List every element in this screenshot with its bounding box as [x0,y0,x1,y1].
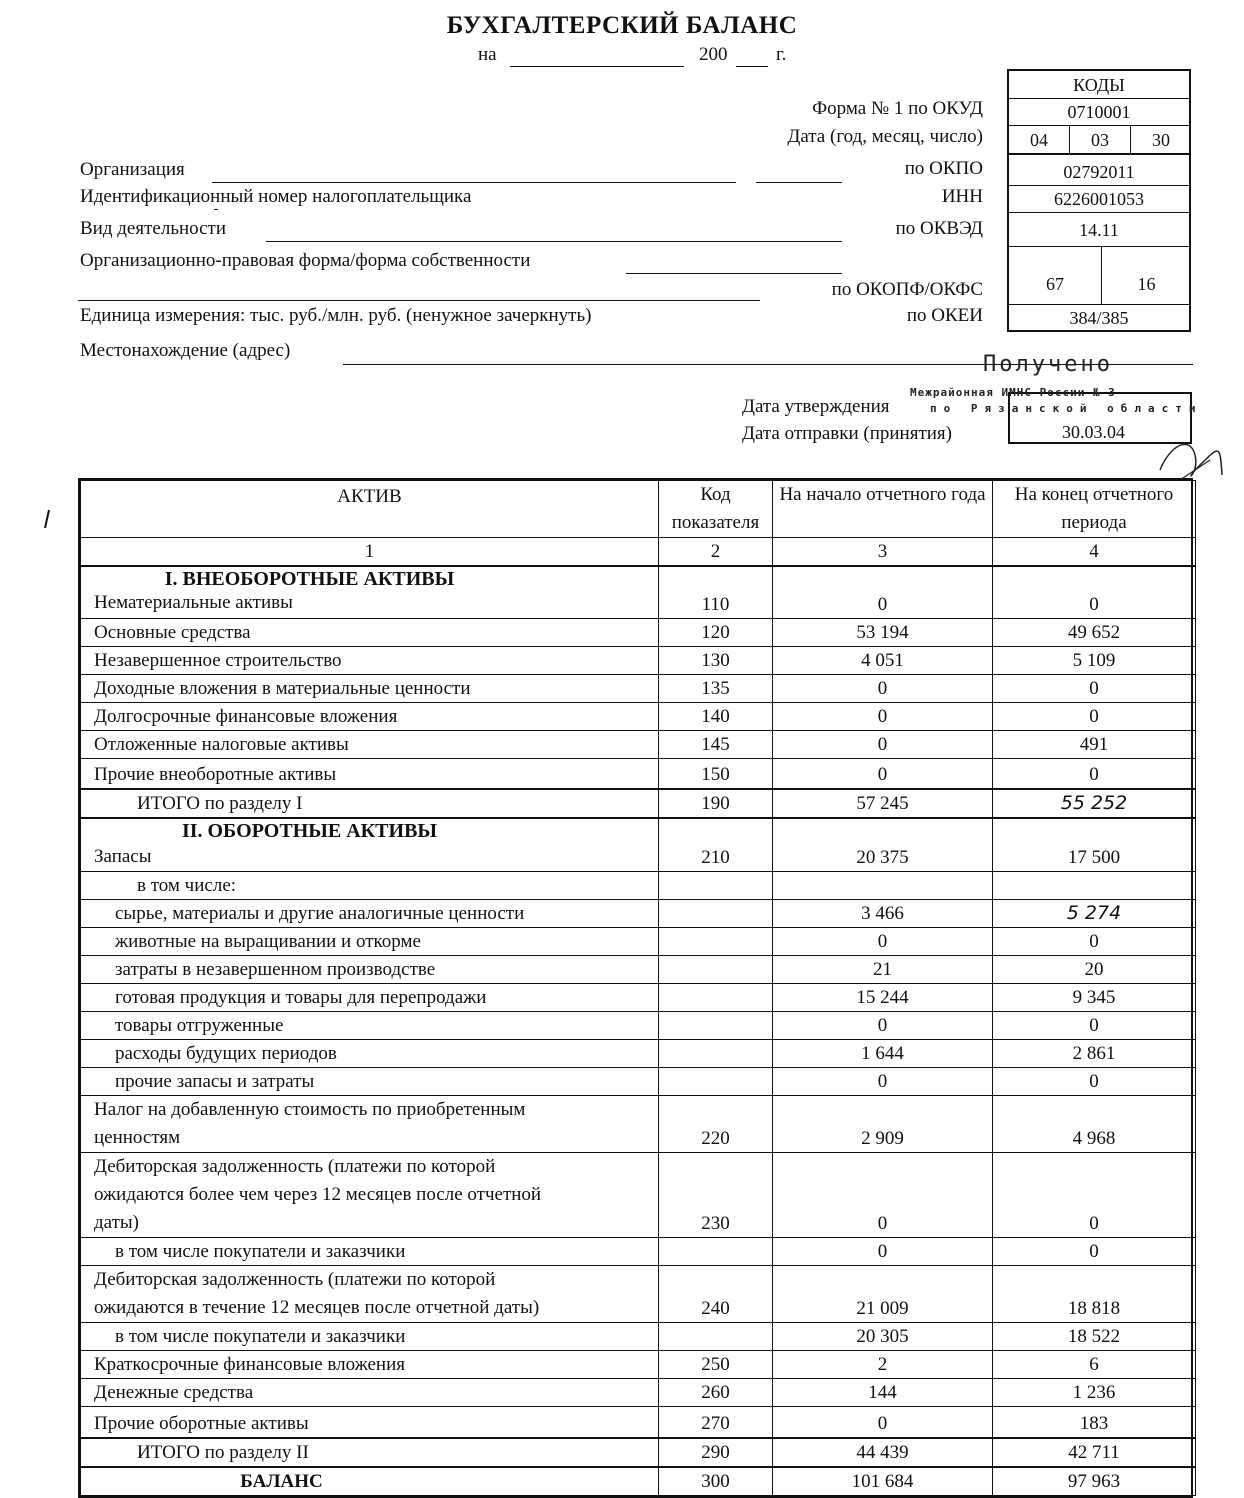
row-end: 18 522 [993,1323,1196,1351]
date-year: 04 [1009,126,1070,153]
row-end: 183 [993,1407,1196,1438]
row-code: 120 [659,618,773,646]
subtotal-label: ИТОГО по разделу II [81,1438,659,1467]
row-name: в том числе: [81,872,659,900]
row-end: 491 [993,730,1196,758]
organization-field-extra[interactable] [756,182,842,183]
row-end: 20 [993,956,1196,984]
row-code [659,1068,773,1096]
row-start: 15 244 [773,984,993,1012]
row-end: 5 109 [993,646,1196,674]
row-name: Отложенные налоговые активы [81,730,659,758]
okei-label: по ОКЕИ [906,305,983,326]
activity-label: Вид деятельности [80,218,227,239]
row-start: 2 909 [773,1096,993,1153]
row-end: 0 [993,674,1196,702]
row-name: затраты в незавершенном производстве [81,956,659,984]
row-end: 97 963 [993,1467,1196,1496]
okpo-label: по ОКПО [904,158,983,179]
row-end: 0 [993,928,1196,956]
row-name: Запасы [94,846,152,867]
row-code: 150 [659,758,773,789]
row-start: 144 [773,1379,993,1407]
okfs-code: 16 [1137,274,1156,294]
row-end: 1 236 [993,1379,1196,1407]
row-end: 9 345 [993,984,1196,1012]
row-end: 2 861 [993,1040,1196,1068]
row-end: 0 [993,566,1196,618]
row-name: в том числе покупатели и заказчики [81,1323,659,1351]
row-end [993,872,1196,900]
row-code [659,1238,773,1266]
row-start: 4 051 [773,646,993,674]
row-start: 2 [773,1351,993,1379]
date-code-row [1009,126,1189,155]
stamp-office-line2: по Рязанской области [930,402,1203,415]
row-name: Краткосрочные финансовые вложения [81,1351,659,1379]
row-name: Долгосрочные финансовые вложения [81,702,659,730]
header-code: Код показателя [659,481,773,538]
row-start: 0 [773,702,993,730]
year-underline[interactable] [736,66,768,67]
okved-label: по ОКВЭД [895,218,983,239]
row-code: 190 [659,789,773,818]
row-code: 130 [659,646,773,674]
codes-box [1007,69,1191,332]
row-end: 5 274 [993,900,1196,928]
row-name: Основные средства [81,618,659,646]
row-start: 0 [773,1012,993,1040]
balance-total-label: БАЛАНС [81,1467,659,1496]
col-number: 1 [81,538,659,567]
address-label: Местонахождение (адрес) [80,340,291,361]
row-name: готовая продукция и товары для перепродажи [81,984,659,1012]
stamp-office-line1: Межрайонная ИМНС России № 3 [910,386,1116,399]
row-start: 21 009 [773,1266,993,1323]
row-start: 0 [773,730,993,758]
row-code: 135 [659,674,773,702]
row-start: 101 684 [773,1467,993,1496]
unit-label: Единица измерения: тыс. руб./млн. руб. (ненужное зачеркнуть) [80,305,592,326]
legal-form-field-2[interactable] [78,300,760,301]
date-label: Дата (год, месяц, число) [787,126,983,147]
row-name: сырье, материалы и другие аналогичные ценности [81,900,659,928]
row-code [659,1040,773,1068]
inn-code-label: ИНН [941,186,983,207]
section1-title: I. ВНЕОБОРОТНЫЕ АКТИВЫ [164,568,455,590]
okud-code: 0710001 [1009,99,1189,126]
row-start: 0 [773,928,993,956]
row-code: 210 [659,818,773,872]
row-name: Незавершенное строительство [81,646,659,674]
row-name: расходы будущих периодов [81,1040,659,1068]
row-code: 230 [659,1153,773,1238]
row-start: 20 305 [773,1323,993,1351]
row-code [659,900,773,928]
row-end: 0 [993,758,1196,789]
row-code: 140 [659,702,773,730]
row-name: Денежные средства [81,1379,659,1407]
taxpayer-id-label: Идентификационный номер налогоплательщика [80,186,472,207]
organization-field[interactable] [212,182,736,183]
row-name: в том числе покупатели и заказчики [81,1238,659,1266]
row-name-line1: Налог на добавленную стоимость по приобретенным [94,1099,526,1120]
row-end: 42 711 [993,1438,1196,1467]
row-end: 0 [993,1153,1196,1238]
received-stamp: Получено [983,352,1113,377]
row-name-line1: Дебиторская задолженность (платежи по которой [94,1156,496,1177]
row-start: 21 [773,956,993,984]
row-name-line3: даты) [94,1212,140,1233]
row-name: животные на выращивании и откорме [81,928,659,956]
date-day: 30 [1152,130,1170,150]
margin-tick-mark [40,508,54,530]
organization-label: Организация [80,159,185,180]
row-name-line1: Дебиторская задолженность (платежи по которой [94,1269,496,1290]
row-code: 290 [659,1438,773,1467]
row-code: 145 [659,730,773,758]
section2-title: II. ОБОРОТНЫЕ АКТИВЫ [181,820,438,842]
row-code [659,872,773,900]
row-start: 57 245 [773,789,993,818]
row-code: 260 [659,1379,773,1407]
date-underline[interactable] [510,66,684,67]
row-start: 0 [773,758,993,789]
okopf-label: по ОКОПФ/ОКФС [831,279,983,300]
legal-form-label: Организационно-правовая форма/форма собственности [80,250,531,271]
taxpayer-id-field[interactable] [214,209,218,210]
sent-date-label: Дата отправки (принятия) [742,423,953,444]
row-code: 250 [659,1351,773,1379]
row-end: 0 [993,1068,1196,1096]
row-start: 0 [773,1407,993,1438]
row-end: 4 968 [993,1096,1196,1153]
row-start [773,872,993,900]
row-start: 0 [773,1068,993,1096]
row-name: прочие запасы и затраты [81,1068,659,1096]
row-end: 6 [993,1351,1196,1379]
row-code: 300 [659,1467,773,1496]
row-name-line2: ожидаются в течение 12 месяцев после отчетной даты) [94,1297,540,1318]
row-end: 0 [993,1012,1196,1040]
date-prefix: на [478,44,497,65]
okopf-okfs-row [1009,247,1189,305]
col-number: 4 [993,538,1196,567]
row-code [659,1323,773,1351]
row-code [659,956,773,984]
row-end: 0 [993,702,1196,730]
header-start: На начало отчетного года [773,481,993,538]
row-start: 1 644 [773,1040,993,1068]
row-end: 55 252 [993,789,1196,818]
okud-label: Форма № 1 по ОКУД [812,98,983,119]
header-asset: АКТИВ [81,481,659,538]
activity-field[interactable] [266,241,842,242]
col-number: 2 [659,538,773,567]
row-code: 270 [659,1407,773,1438]
row-code [659,928,773,956]
year-suffix: г. [776,44,787,65]
col-number: 3 [773,538,993,567]
row-start: 0 [773,566,993,618]
row-name: Доходные вложения в материальные ценности [81,674,659,702]
row-start: 20 375 [773,818,993,872]
row-start: 0 [773,1153,993,1238]
header-end: На конец отчетного периода [993,481,1196,538]
row-code: 220 [659,1096,773,1153]
row-end: 17 500 [993,818,1196,872]
inn-code: 6226001053 [1009,186,1189,213]
document-title: БУХГАЛТЕРСКИЙ БАЛАНС [446,12,798,39]
row-code [659,1012,773,1040]
row-name: Нематериальные активы [94,592,293,613]
row-code: 110 [659,566,773,618]
row-name: товары отгруженные [81,1012,659,1040]
legal-form-field[interactable] [626,273,842,274]
row-name: Прочие оборотные активы [81,1407,659,1438]
row-name-line2: ожидаются более чем через 12 месяцев после отчетной [94,1184,542,1205]
date-month: 03 [1070,126,1131,153]
sent-date-value: 30.03.04 [1062,422,1125,442]
row-end: 18 818 [993,1266,1196,1323]
row-code: 240 [659,1266,773,1323]
row-start: 0 [773,674,993,702]
row-name-line2: ценностям [94,1127,181,1148]
okopf-code: 67 [1009,247,1102,304]
row-end: 0 [993,1238,1196,1266]
row-start: 3 466 [773,900,993,928]
balance-table [78,478,1193,1498]
okved-code: 14.11 [1009,213,1189,247]
row-name: Прочие внеоборотные активы [81,758,659,789]
okei-code: 384/385 [1069,308,1129,328]
subtotal-label: ИТОГО по разделу I [81,789,659,818]
row-start: 44 439 [773,1438,993,1467]
okpo-code: 02792011 [1009,155,1189,186]
row-start: 0 [773,1238,993,1266]
row-start: 53 194 [773,618,993,646]
row-code [659,984,773,1012]
row-end: 49 652 [993,618,1196,646]
codes-title: КОДЫ [1009,71,1189,99]
approval-date-label: Дата утверждения [742,396,890,417]
year-prefix: 200 [699,44,728,65]
